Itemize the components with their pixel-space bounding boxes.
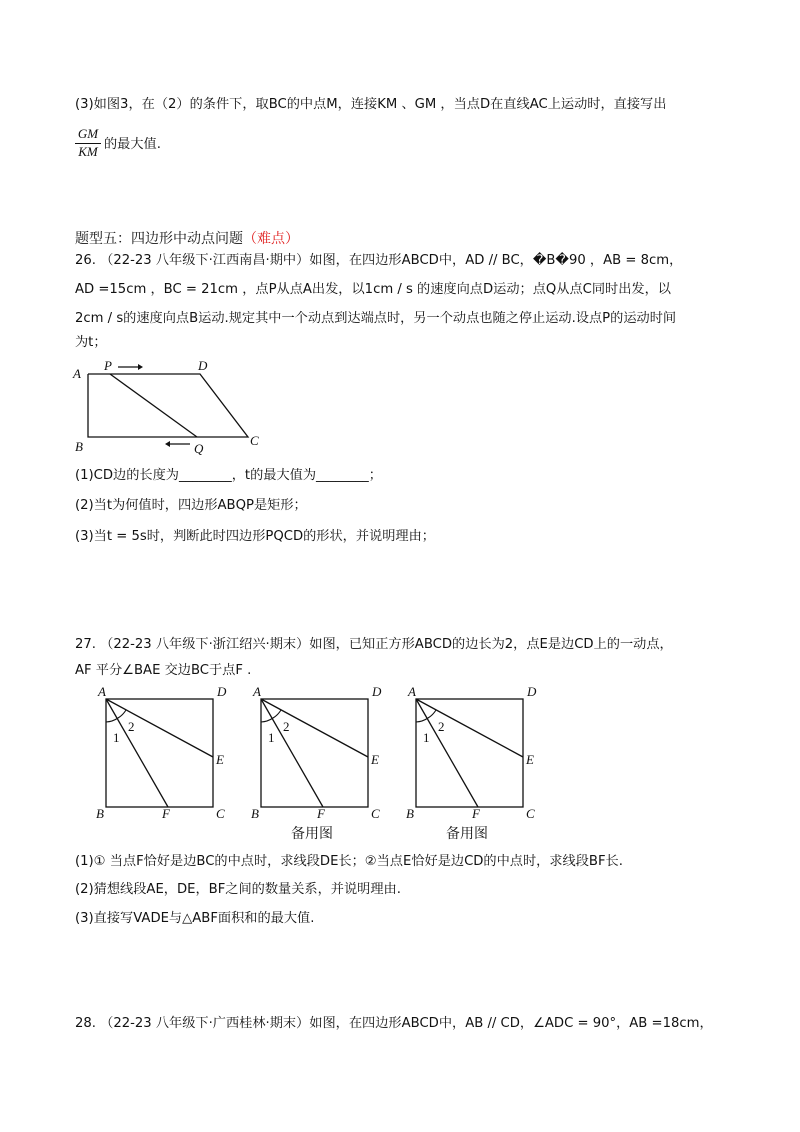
q26-label-p: P	[104, 358, 112, 373]
q27-part3: (3)直接写VADE与△ABF面积和的最大值.	[75, 911, 315, 926]
q28-line1: 28. （22-23 八年级下·广西桂林·期末）如图，在四边形ABCD中，AB // CD，∠ADC = 90°，AB =18cm，	[75, 1016, 713, 1031]
q26-line4: 为t；	[75, 335, 107, 350]
q26-part3: (3)当t = 5s时，判断此时四边形PQCD的形状，并说明理由；	[75, 529, 435, 544]
section-tag: （难点）	[243, 231, 299, 247]
q27-fig3-label-e: E	[526, 752, 534, 767]
q27-fig1-angle-1: 1	[113, 730, 120, 745]
q27-fig2-label-b: B	[251, 806, 259, 821]
q27-fig2-label-f: F	[317, 806, 325, 821]
q27-fig1-label-f: F	[162, 806, 170, 821]
q27-fig2-label-c: C	[371, 806, 380, 821]
q27-fig3-angle-2: 2	[438, 719, 445, 734]
q26-label-a: A	[73, 366, 81, 381]
q27-fig1-label-b: B	[96, 806, 104, 821]
section-heading	[75, 230, 299, 248]
q27-caption-spare-2: 备用图	[446, 826, 488, 842]
q27-part2: (2)猜想线段AE，DE，BF之间的数量关系，并说明理由.	[75, 882, 401, 897]
q27-fig3-label-f: F	[472, 806, 480, 821]
q27-line1: 27. （22-23 八年级下·浙江绍兴·期末）如图，已知正方形ABCD的边长为2，点E是边CD上的一动点，	[75, 637, 673, 652]
q27-fig2-label-d: D	[372, 684, 382, 699]
q26-line1: 26. （22-23 八年级下·江西南昌·期中）如图，在四边形ABCD中，AD // BC，�B�90 ，AB = 8cm，	[75, 253, 683, 268]
q27-fig1-angle-2: 2	[128, 719, 135, 734]
q27-figure-spare-2	[406, 684, 537, 821]
q27-figure-main	[96, 684, 227, 821]
q27-caption-spare-1: 备用图	[291, 826, 333, 842]
q26-trapezoid-figure	[70, 355, 270, 455]
fraction-numerator: GM	[75, 126, 101, 144]
q26-label-d: D	[198, 358, 208, 373]
q27-line2: AF 平分∠BAE 交边BC于点F .	[75, 663, 252, 678]
q27-fig1-label-a: A	[98, 684, 106, 699]
q27-fig2-label-a: A	[253, 684, 261, 699]
q26-label-c: C	[250, 433, 259, 448]
q25-part3-line1: (3)如图3，在（2）的条件下，取BC的中点M，连接KM 、GM ，当点D在直线AC上运动时，直接写出	[75, 97, 667, 112]
q26-part2: (2)当t为何值时，四边形ABQP是矩形；	[75, 498, 307, 513]
fraction-gm-over-km	[75, 126, 101, 160]
q25-part3-line2: 的最大值.	[104, 137, 161, 152]
q27-figure-spare-1	[251, 684, 382, 821]
q27-part1: (1)① 当点F恰好是边BC的中点时，求线段DE长；②当点E恰好是边CD的中点时，求线段BF长.	[75, 854, 623, 869]
q27-fig2-label-e: E	[371, 752, 379, 767]
q26-part1: (1)CD边的长度为________，t的最大值为________；	[75, 468, 382, 483]
q27-fig1-label-d: D	[217, 684, 227, 699]
q27-square-figures	[90, 682, 550, 822]
q27-fig3-label-d: D	[527, 684, 537, 699]
q27-fig3-angle-1: 1	[423, 730, 430, 745]
q27-fig1-label-e: E	[216, 752, 224, 767]
q27-fig3-label-b: B	[406, 806, 414, 821]
section-title: 题型五：四边形中动点问题	[75, 231, 243, 247]
q26-label-q: Q	[194, 441, 204, 455]
q27-fig3-label-c: C	[526, 806, 535, 821]
q26-line3: 2cm / s的速度向点B运动.规定其中一个动点到达端点时，另一个动点也随之停止运动.设点P的运动时间	[75, 311, 677, 326]
q27-fig1-label-c: C	[216, 806, 225, 821]
q26-line2: AD =15cm ，BC = 21cm ，点P从点A出发，以1cm / s 的速度向点D运动；点Q从点C同时出发，以	[75, 282, 671, 297]
fraction-denominator: KM	[78, 144, 98, 159]
q27-fig2-angle-1: 1	[268, 730, 275, 745]
q27-fig3-label-a: A	[408, 684, 416, 699]
q26-label-b: B	[75, 439, 83, 454]
q27-fig2-angle-2: 2	[283, 719, 290, 734]
